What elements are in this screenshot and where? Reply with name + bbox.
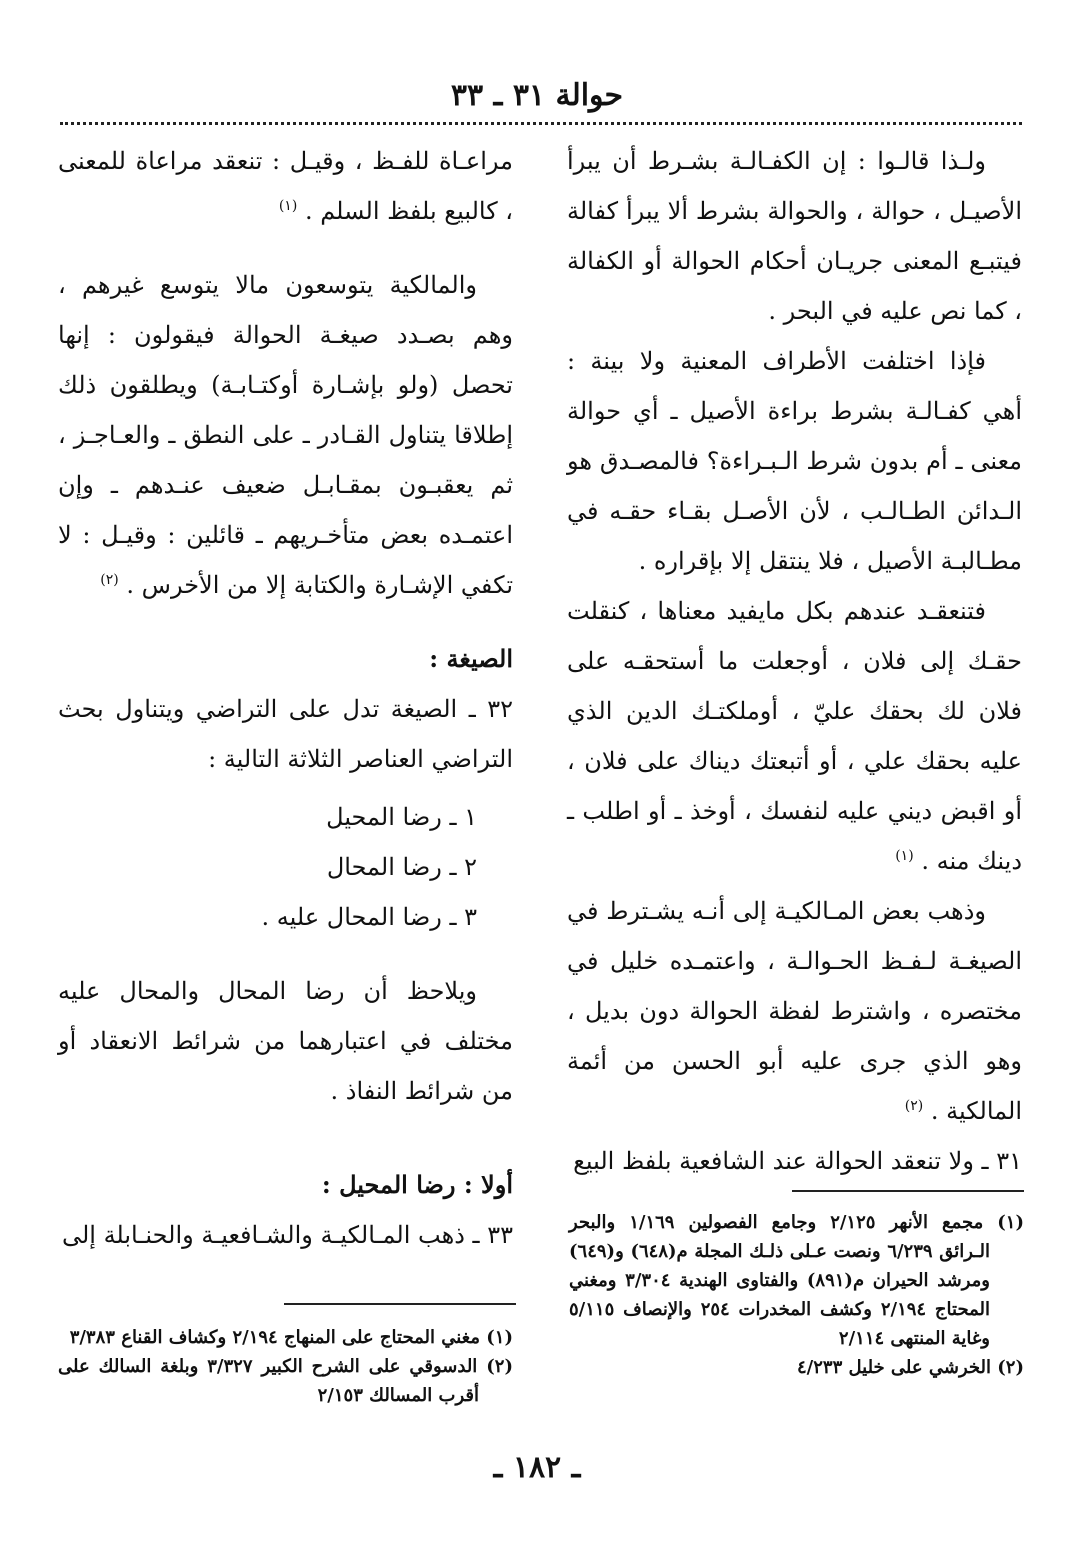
paragraph <box>567 886 1022 1136</box>
page-number: ـ ١٨٢ ـ <box>493 1450 581 1485</box>
footnotes-left <box>58 1323 513 1410</box>
paragraph-text: وذهب بعض المـالكيـة إلى أنـه يشـترط في الصيغـة لـفـظ الحـوالـة ، واعتمـده خليل في مختصره ، واشترط لفظة الحوالة دون بديل ، وهو الذي جرى عليه أبو الحسن من أئمة المالكية . <box>567 897 1022 1125</box>
header-dotted-rule <box>60 122 1022 125</box>
footnote: (١) مغني المحتاج على المنهاج ٢/١٩٤ وكشاف القناع ٣/٣٨٣ <box>69 1327 513 1348</box>
footnote-rule <box>792 1190 1024 1192</box>
paragraph <box>58 136 513 236</box>
paragraph-text: فتنعقـد عندهم بكل مايفيد معناها ، كنقلت حقـك إلى فلان ، أوجعلت ما أستحقـه على فلان لك بحقك عليّ ، أوملكتـك الدين الذي عليه بحقك علي ، أو أتبعتك ديناك على فلان ، أو اقبض ديني عليه لنفسك ، أوخذ ـ أو اطلب ـ دينك منه . <box>567 597 1022 875</box>
running-header: حوالة ٣١ ـ ٣٣ <box>450 78 624 113</box>
footnote-ref: (٢) <box>904 1098 924 1114</box>
footnote: (٢) الدسوقي على الشرح الكبير ٣/٣٢٧ وبلغة السالك على أقرب المسالك ٢/١٥٣ <box>58 1356 513 1406</box>
paragraph <box>567 1136 1022 1186</box>
paragraph-text: فإذا اختلفت الأطراف المعنية ولا بينة : أهي كفـالـة بشرط براءة الأصيل ـ أي حوالة معنى ـ أم بدون شرط الـبـراءة؟ فالمصـدق هو الـدائن الطـالـب ، لأن الأصـل بقـاء حقـه في مطـالبـة الأصيل ، فلا ينتقل إلا بإقراره . <box>567 347 1022 575</box>
footnote-ref: (١) <box>895 848 914 864</box>
paragraph <box>567 136 1022 336</box>
footnote: (١) مجمع الأنهر ٢/١٢٥ وجامع الفصولين ١/١٦٩ والبحر الـرائق ٦/٢٣٩ ونصت عـلى ذلـك المجلة م(٦٤٨) و(٦٤٩) ومرشد الحيران م(٨٩١) والفتاوى الهندية ٣/٣٠٤ ومغني المحتاج ٢/١٩٤ وكشف المخدرات ٢٥٤ والإنصاف ٥/١١٥ وغاية المنتهى ٢/١١٤ <box>569 1212 1024 1349</box>
paragraph: ٣٢ ـ الصيغة تدل على التراضي ويتناول بحث التراضي العناصر الثلاثة التالية : <box>58 695 513 773</box>
paragraph: ٣٣ ـ ذهب المـالكيـة والشـافعيـة والحنـابلة إلى <box>61 1221 513 1249</box>
right-column <box>567 136 1022 1186</box>
paragraph-text: مراعـاة للفـظ ، وقيـل : تنعقد مراعاة للمعنى ، كالبيع بلفظ السلم . <box>58 147 513 225</box>
left-column <box>58 136 513 1260</box>
footnotes-right <box>569 1208 1024 1382</box>
paragraph: ويلاحظ أن رضا المحال والمحال عليه مختلف في اعتبارهما من شرائط الانعقاد أو من شرائط النفاذ . <box>58 977 513 1105</box>
paragraph-text: ٣١ ـ ولا تنعقد الحوالة عند الشافعية بلفظ البيع <box>573 1147 1022 1175</box>
paragraph <box>58 260 513 610</box>
section-heading: الصيغة : <box>429 644 513 673</box>
footnote-ref: (١) <box>278 198 298 214</box>
paragraph <box>567 336 1022 586</box>
footnote-rule <box>284 1303 516 1305</box>
paragraph <box>567 586 1022 886</box>
list-item: ٢ ـ رضا المحال <box>326 853 477 881</box>
section-heading: أولا : رضا المحيل : <box>321 1170 513 1199</box>
footnote: (٢) الخرشي على خليل ٤/٢٣٣ <box>796 1357 1024 1378</box>
paragraph-text: ولـذا قالـوا : إن الكفـالـة بشـرط أن يبرأ الأصيـل ، حوالة ، والحوالة بشرط ألا يبرأ كفالة فيتبـع المعنى جريـان أحكام الحوالة أو الكفالة ، كما نص عليه في البحر . <box>567 147 1022 325</box>
list-item: ٣ ـ رضا المحال عليه . <box>261 903 477 931</box>
paragraph-text: والمالكية يتوسعون مالا يتوسع غيرهم ، وهم بصـدد صيغـة الحوالة فيقولون : إنها تحصل (ولو بإشـارة أوكتـابـة) ويطلقون ذلك إطلاقا يتناول القـادر ـ على النطق ـ والعـاجـز ، ثم يعقبـون بمقـابـل ضعيف عنـدهم ـ وإن اعتمـده بعض متأخـريهم ـ قائلين : وقيـل : لا تكفي الإشـارة والكتابة إلا من الأخرس . <box>58 271 513 599</box>
list-item: ١ ـ رضا المحيل <box>326 803 477 831</box>
footnote-ref: (٢) <box>100 572 119 588</box>
